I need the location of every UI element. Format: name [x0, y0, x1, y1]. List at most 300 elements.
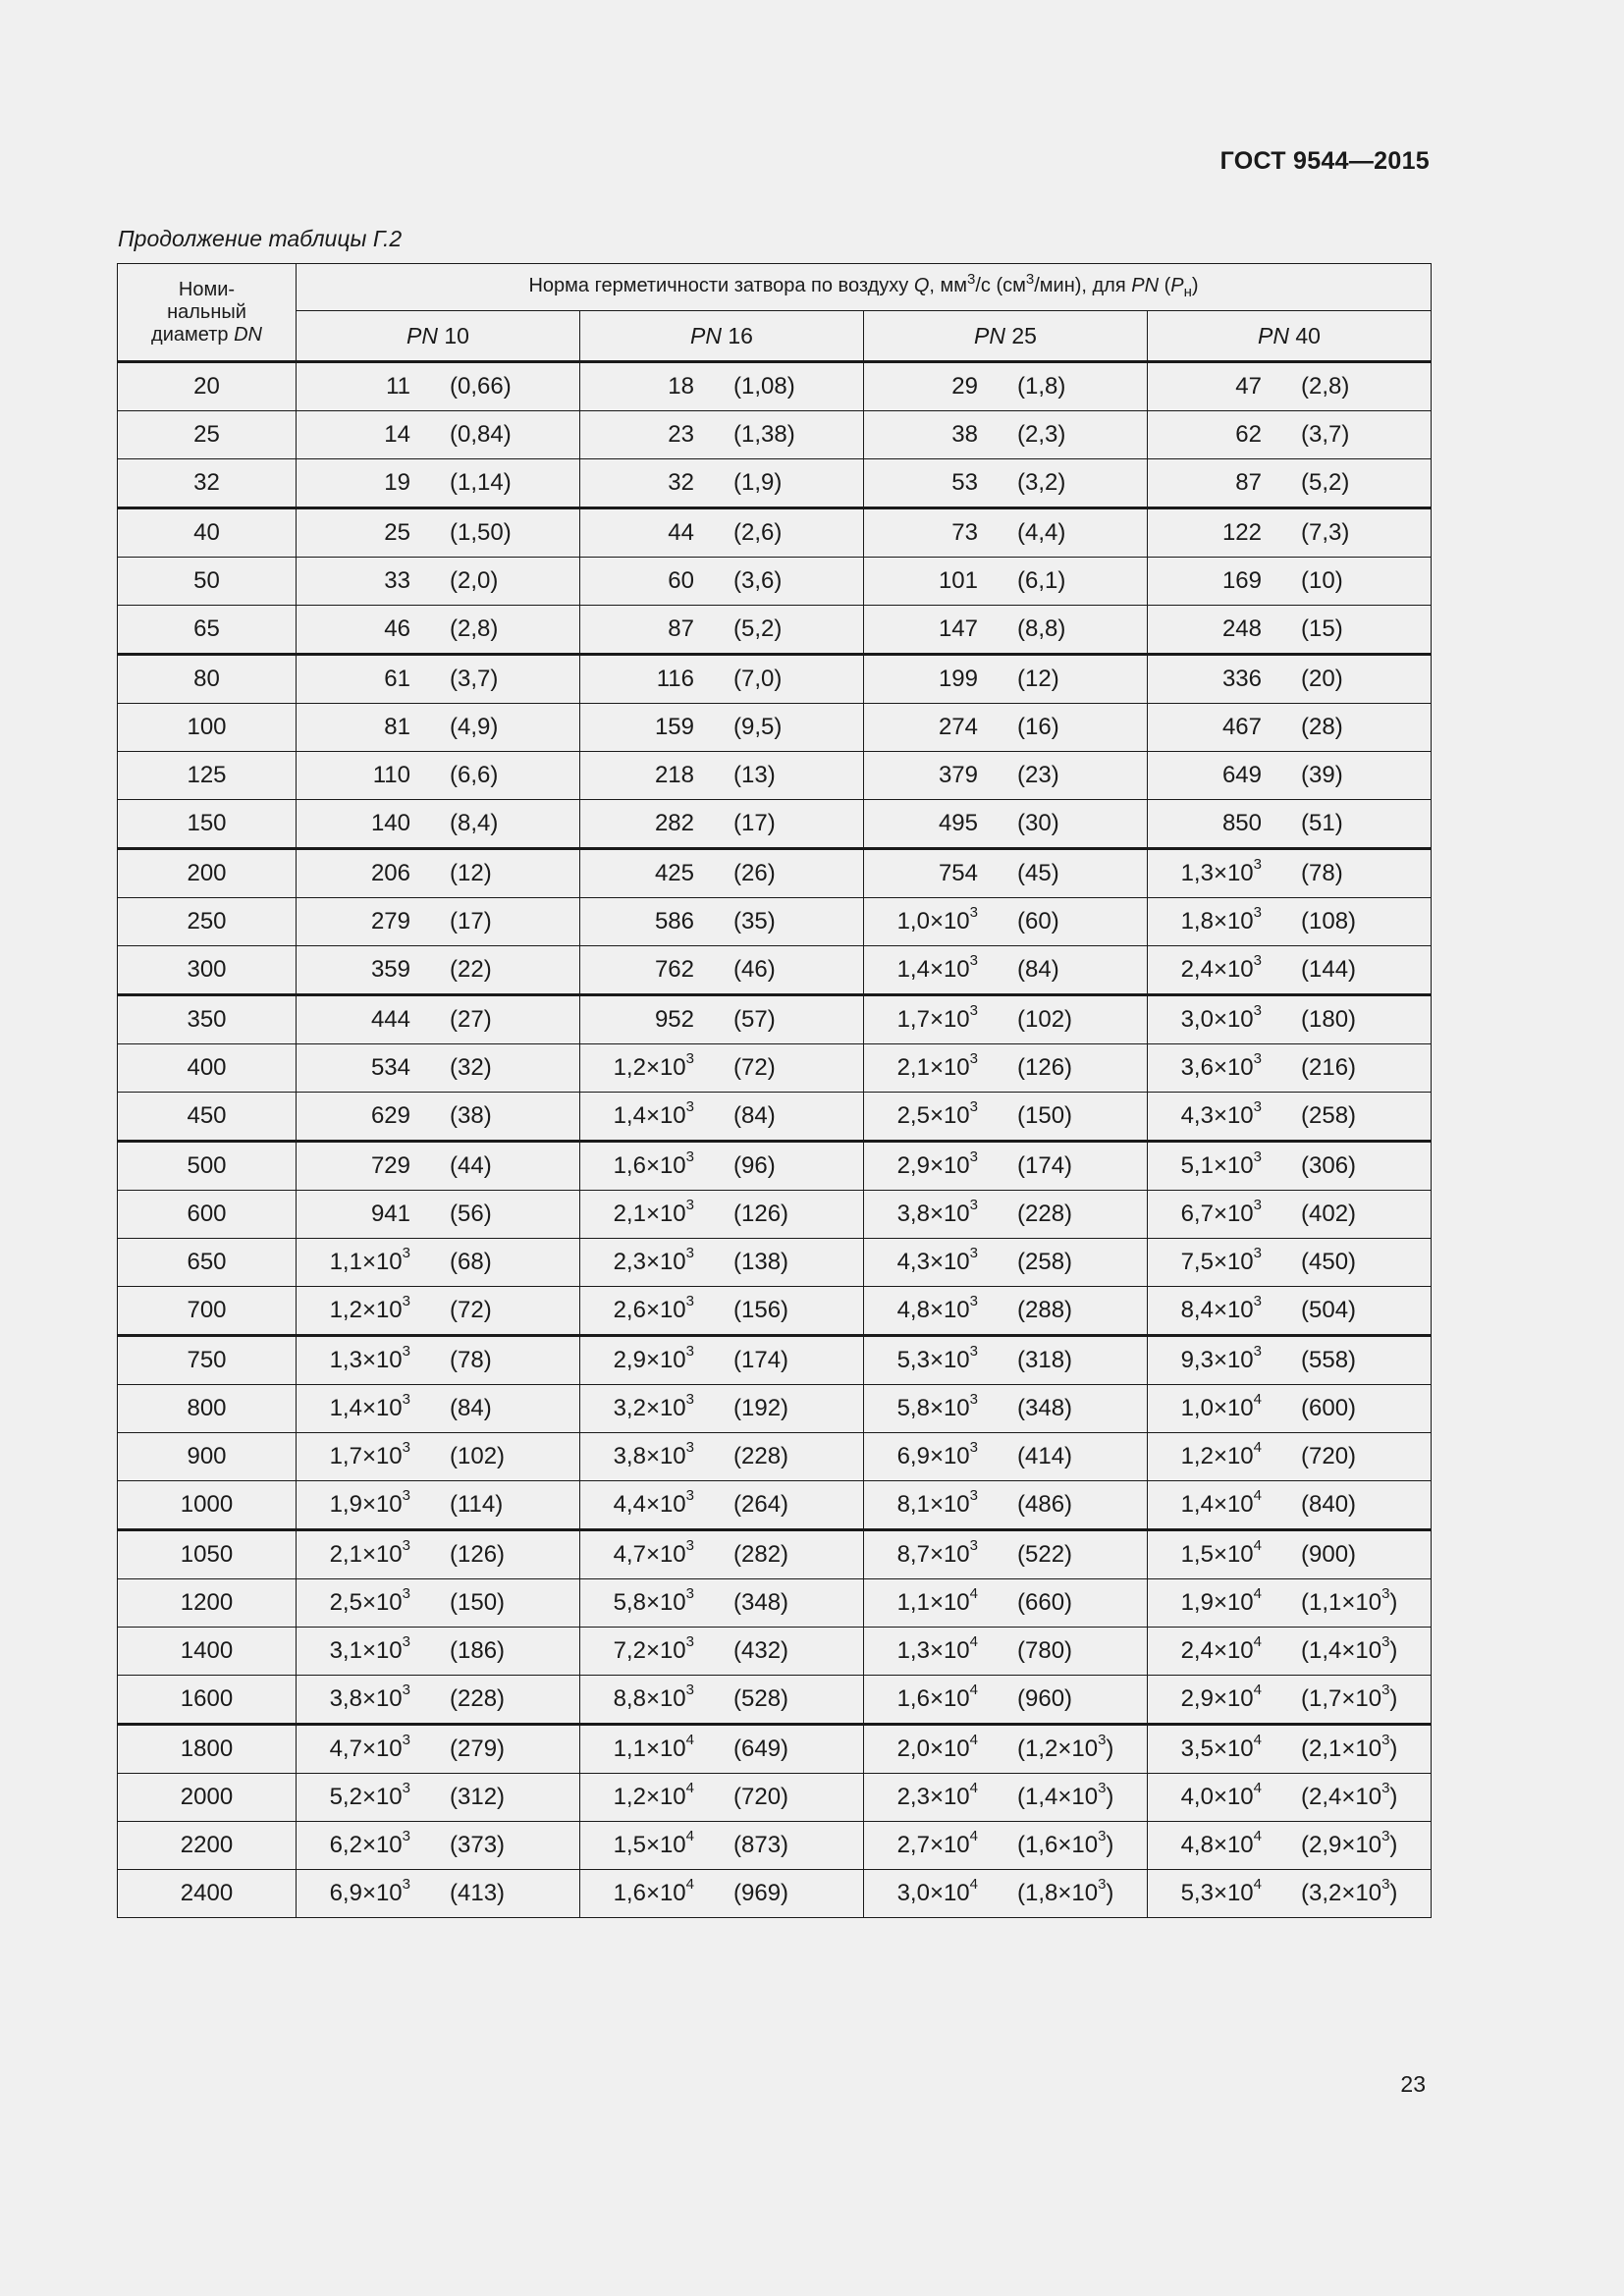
- leak-value-cm3: $(1,7\times 10^3)$: [1301, 1682, 1398, 1712]
- leak-value-cell: [297, 1433, 580, 1481]
- leak-value-cm3: (2,8): [1301, 373, 1350, 400]
- leak-value-cell: [1148, 1191, 1432, 1239]
- table-row: [118, 508, 1432, 558]
- norm-header-close: ): [1191, 274, 1199, 296]
- leak-value-cm3: (56): [450, 1201, 492, 1227]
- leak-value-mm3: 467: [1221, 714, 1262, 740]
- leak-value-mm3: 23: [668, 421, 694, 448]
- leak-value-cm3: (282): [733, 1541, 789, 1568]
- leak-value-cell: [297, 1336, 580, 1385]
- leak-value-cm3: (45): [1017, 860, 1059, 886]
- leak-value-mm3: 87: [668, 615, 694, 642]
- leak-value-cm3: (228): [450, 1685, 506, 1712]
- leak-value-cm3: (2,3): [1017, 421, 1066, 448]
- leak-value-mm3: $4,3\times 10^3$: [896, 1245, 978, 1275]
- leak-value-cell: [864, 1044, 1148, 1093]
- leak-value-cm3: (413): [450, 1880, 506, 1906]
- leak-value-mm3: 47: [1235, 373, 1262, 400]
- leak-value-mm3: 359: [370, 956, 410, 983]
- leak-value-mm3: 11: [386, 373, 410, 400]
- leak-value-mm3: 586: [654, 908, 694, 934]
- dn-cell: 500: [118, 1142, 297, 1191]
- leak-value-mm3: $1,4\times 10^3$: [613, 1098, 694, 1129]
- leak-value-cell: [580, 1287, 864, 1336]
- leak-value-cm3: (969): [733, 1880, 789, 1906]
- leak-value-mm3: $5,3\times 10^3$: [896, 1343, 978, 1373]
- leak-value-cell: [1148, 1239, 1432, 1287]
- leak-value-mm3: $8,1\times 10^3$: [896, 1487, 978, 1518]
- leak-value-cm3: (78): [450, 1347, 492, 1373]
- leak-value-cm3: (17): [733, 810, 776, 836]
- dn-header-symbol: DN: [234, 323, 262, 346]
- leak-value-cm3: (6,6): [450, 762, 499, 788]
- leak-value-mm3: 248: [1221, 615, 1262, 642]
- leak-value-cm3: (12): [450, 860, 492, 886]
- leak-value-mm3: $2,0\times 10^4$: [896, 1732, 978, 1762]
- dn-header-line1: Номи-: [178, 278, 236, 300]
- table-row: [118, 800, 1432, 849]
- leak-value-mm3: $1,1\times 10^4$: [896, 1585, 978, 1616]
- leak-value-cell: [864, 1822, 1148, 1870]
- leak-value-cell: [864, 752, 1148, 800]
- leak-value-cell: [864, 1336, 1148, 1385]
- leak-value-cell: [1148, 1628, 1432, 1676]
- leak-value-mm3: 199: [938, 666, 978, 692]
- table-row: [118, 1142, 1432, 1191]
- leak-value-cm3: (16): [1017, 714, 1059, 740]
- leak-value-cm3: (1,38): [733, 421, 795, 448]
- leak-value-mm3: $8,4\times 10^3$: [1180, 1293, 1262, 1323]
- dn-cell: 1600: [118, 1676, 297, 1725]
- leak-value-mm3: $4,0\times 10^4$: [1180, 1780, 1262, 1810]
- leak-value-cm3: (228): [733, 1443, 789, 1469]
- leak-value-mm3: $7,2\times 10^3$: [613, 1633, 694, 1664]
- dn-cell: 65: [118, 606, 297, 655]
- table-row: [118, 362, 1432, 411]
- table-body: [118, 362, 1432, 1918]
- table-row: [118, 606, 1432, 655]
- leak-value-cm3: (84): [1017, 956, 1059, 983]
- leak-value-cell: [580, 1142, 864, 1191]
- leak-value-mm3: $5,1\times 10^3$: [1180, 1148, 1262, 1179]
- dn-cell: 25: [118, 411, 297, 459]
- leak-value-cell: [1148, 1385, 1432, 1433]
- norm-header-unit2: /с (см: [975, 274, 1026, 296]
- leak-value-cell: [580, 1530, 864, 1579]
- leak-value-mm3: $2,1\times 10^3$: [896, 1050, 978, 1081]
- leak-value-cm3: (4,4): [1017, 519, 1066, 546]
- leak-value-cell: [864, 411, 1148, 459]
- dn-cell: 125: [118, 752, 297, 800]
- leak-value-mm3: $1,6\times 10^3$: [613, 1148, 694, 1179]
- leak-value-cell: [1148, 800, 1432, 849]
- leak-value-cm3: (960): [1017, 1685, 1073, 1712]
- leak-value-mm3: 14: [384, 421, 410, 448]
- dn-cell: 450: [118, 1093, 297, 1142]
- leak-value-mm3: $1,2\times 10^3$: [613, 1050, 694, 1081]
- leak-value-mm3: $1,0\times 10^4$: [1180, 1391, 1262, 1421]
- leak-value-mm3: 81: [384, 714, 410, 740]
- leak-value-cell: [580, 800, 864, 849]
- leak-value-mm3: 754: [938, 860, 978, 886]
- leak-value-cell: [864, 1579, 1148, 1628]
- leak-value-cell: [580, 1385, 864, 1433]
- leak-value-cm3: (600): [1301, 1395, 1357, 1421]
- leak-value-cm3: (32): [450, 1054, 492, 1081]
- leak-value-cell: [864, 1628, 1148, 1676]
- leak-value-cm3: (57): [733, 1006, 776, 1033]
- leak-value-cm3: (180): [1301, 1006, 1357, 1033]
- leak-value-cm3: (126): [733, 1201, 789, 1227]
- leak-value-cell: [864, 1385, 1148, 1433]
- table-row: [118, 655, 1432, 704]
- leak-value-cm3: (1,8): [1017, 373, 1066, 400]
- leak-value-mm3: $1,2\times 10^3$: [329, 1293, 410, 1323]
- leak-value-cell: [580, 1822, 864, 1870]
- leak-value-cell: [297, 1774, 580, 1822]
- dn-header-line3: диаметр: [151, 323, 235, 346]
- table-row: [118, 1530, 1432, 1579]
- leak-value-mm3: 53: [951, 469, 978, 496]
- norm-header-sup1: 3: [967, 270, 976, 288]
- leak-value-mm3: 379: [938, 762, 978, 788]
- dn-cell: 750: [118, 1336, 297, 1385]
- leak-value-mm3: $1,2\times 10^4$: [1180, 1439, 1262, 1469]
- leak-value-mm3: $3,8\times 10^3$: [329, 1682, 410, 1712]
- leak-norm-header: [297, 264, 1432, 311]
- leak-value-cell: [1148, 898, 1432, 946]
- leak-value-cell: [297, 459, 580, 508]
- table-header: [118, 264, 1432, 362]
- leak-value-cell: [580, 752, 864, 800]
- leak-value-cell: [1148, 849, 1432, 898]
- leak-value-mm3: $2,9\times 10^4$: [1180, 1682, 1262, 1712]
- leak-value-cell: [864, 1530, 1148, 1579]
- leak-value-cm3: (720): [733, 1784, 789, 1810]
- table-row: [118, 1481, 1432, 1530]
- leak-value-mm3: $4,7\times 10^3$: [613, 1537, 694, 1568]
- leak-value-mm3: 110: [372, 762, 410, 788]
- leak-value-mm3: $2,3\times 10^3$: [613, 1245, 694, 1275]
- leak-value-cm3: (840): [1301, 1491, 1357, 1518]
- leak-value-cm3: (9,5): [733, 714, 783, 740]
- table-row: [118, 995, 1432, 1044]
- leak-value-cell: [580, 1336, 864, 1385]
- leak-value-cell: [297, 1239, 580, 1287]
- leak-value-cm3: (288): [1017, 1297, 1073, 1323]
- leak-value-cell: [580, 1725, 864, 1774]
- leak-value-mm3: $1,6\times 10^4$: [613, 1876, 694, 1906]
- leak-value-cm3: (144): [1301, 956, 1357, 983]
- leak-value-cell: [297, 508, 580, 558]
- leak-value-cell: [580, 1044, 864, 1093]
- leak-value-mm3: 33: [384, 567, 410, 594]
- leak-value-cm3: (68): [450, 1249, 492, 1275]
- leak-value-cm3: (450): [1301, 1249, 1357, 1275]
- leak-value-cell: [864, 655, 1148, 704]
- leak-value-mm3: $2,4\times 10^4$: [1180, 1633, 1262, 1664]
- leak-value-mm3: $4,4\times 10^3$: [613, 1487, 694, 1518]
- leak-value-cell: [297, 946, 580, 995]
- leak-value-mm3: 941: [370, 1201, 410, 1227]
- leak-value-mm3: 87: [1235, 469, 1262, 496]
- leak-value-cell: [1148, 508, 1432, 558]
- leak-value-cm3: (649): [733, 1735, 789, 1762]
- leak-value-cell: [580, 1676, 864, 1725]
- leak-value-cell: [1148, 1093, 1432, 1142]
- leak-value-cm3: (30): [1017, 810, 1059, 836]
- leak-value-cell: [297, 995, 580, 1044]
- leak-value-cm3: (26): [733, 860, 776, 886]
- leak-value-cell: [580, 898, 864, 946]
- leak-value-cm3: (60): [1017, 908, 1059, 934]
- leak-value-cm3: $(1,1\times 10^3)$: [1301, 1585, 1398, 1616]
- leak-value-cell: [1148, 1774, 1432, 1822]
- table-row: [118, 459, 1432, 508]
- leak-value-mm3: $4,7\times 10^3$: [329, 1732, 410, 1762]
- leak-value-mm3: 73: [951, 519, 978, 546]
- leak-value-cm3: (373): [450, 1832, 506, 1858]
- leak-value-cell: [297, 1676, 580, 1725]
- leak-value-cm3: (414): [1017, 1443, 1073, 1469]
- leak-value-cm3: $(1,8\times 10^3)$: [1017, 1876, 1114, 1906]
- leak-value-mm3: 140: [370, 810, 410, 836]
- leak-value-cm3: (8,4): [450, 810, 499, 836]
- dn-cell: 100: [118, 704, 297, 752]
- leak-value-mm3: $7,5\times 10^3$: [1180, 1245, 1262, 1275]
- leak-value-cell: [1148, 1433, 1432, 1481]
- norm-header-for: /мин), для: [1034, 274, 1132, 296]
- leak-value-mm3: $8,8\times 10^3$: [613, 1682, 694, 1712]
- leak-value-mm3: $1,4\times 10^3$: [329, 1391, 410, 1421]
- leak-value-cell: [297, 1530, 580, 1579]
- leak-value-mm3: 534: [370, 1054, 410, 1081]
- dn-cell: 700: [118, 1287, 297, 1336]
- leak-value-cm3: (3,7): [450, 666, 499, 692]
- leak-rate-table: [117, 263, 1432, 1918]
- leak-value-mm3: 32: [668, 469, 694, 496]
- leak-value-cm3: (126): [1017, 1054, 1073, 1081]
- leak-value-cm3: (258): [1017, 1249, 1073, 1275]
- leak-value-mm3: $5,8\times 10^3$: [613, 1585, 694, 1616]
- leak-value-cm3: (174): [733, 1347, 789, 1373]
- leak-value-mm3: $1,5\times 10^4$: [1180, 1537, 1262, 1568]
- leak-value-cm3: (20): [1301, 666, 1343, 692]
- leak-value-mm3: $1,3\times 10^3$: [329, 1343, 410, 1373]
- table-row: [118, 752, 1432, 800]
- leak-value-cm3: (15): [1301, 615, 1343, 642]
- leak-value-mm3: $2,9\times 10^3$: [613, 1343, 694, 1373]
- leak-value-cell: [580, 1433, 864, 1481]
- leak-value-mm3: $1,4\times 10^4$: [1180, 1487, 1262, 1518]
- leak-value-cell: [580, 1239, 864, 1287]
- leak-value-cell: [580, 459, 864, 508]
- leak-value-mm3: $3,0\times 10^4$: [896, 1876, 978, 1906]
- leak-value-cell: [864, 1191, 1148, 1239]
- table-row: [118, 1287, 1432, 1336]
- leak-value-cm3: (78): [1301, 860, 1343, 886]
- dn-cell: 50: [118, 558, 297, 606]
- leak-value-cell: [580, 411, 864, 459]
- dn-cell: 20: [118, 362, 297, 411]
- leak-value-cm3: $(3,2\times 10^3)$: [1301, 1876, 1398, 1906]
- leak-value-cm3: $(2,1\times 10^3)$: [1301, 1732, 1398, 1762]
- leak-value-mm3: 19: [384, 469, 410, 496]
- leak-value-cm3: (504): [1301, 1297, 1357, 1323]
- leak-value-cm3: $(1,2\times 10^3)$: [1017, 1732, 1114, 1762]
- leak-value-mm3: $6,9\times 10^3$: [329, 1876, 410, 1906]
- table-row: [118, 704, 1432, 752]
- leak-value-cell: [297, 558, 580, 606]
- dn-cell: 200: [118, 849, 297, 898]
- leak-value-cm3: (150): [450, 1589, 506, 1616]
- leak-value-mm3: 762: [654, 956, 694, 983]
- leak-value-cell: [864, 1676, 1148, 1725]
- leak-value-mm3: $1,9\times 10^4$: [1180, 1585, 1262, 1616]
- leak-value-cm3: (108): [1301, 908, 1357, 934]
- leak-value-mm3: 850: [1221, 810, 1262, 836]
- leak-value-cm3: (84): [450, 1395, 492, 1421]
- leak-value-cell: [1148, 1870, 1432, 1918]
- leak-value-cell: [864, 1774, 1148, 1822]
- leak-value-mm3: $1,8\times 10^3$: [1180, 904, 1262, 934]
- leak-value-mm3: $1,5\times 10^4$: [613, 1828, 694, 1858]
- norm-header-q: Q: [913, 274, 930, 296]
- leak-value-cm3: (156): [733, 1297, 789, 1323]
- leak-value-cm3: (3,6): [733, 567, 783, 594]
- document-code: ГОСТ 9544—2015: [1219, 147, 1430, 175]
- leak-value-cell: [1148, 1579, 1432, 1628]
- leak-value-cm3: (660): [1017, 1589, 1073, 1616]
- leak-value-mm3: 206: [370, 860, 410, 886]
- leak-value-cm3: (720): [1301, 1443, 1357, 1469]
- leak-value-cm3: (264): [733, 1491, 789, 1518]
- leak-value-mm3: $3,2\times 10^3$: [613, 1391, 694, 1421]
- leak-value-cm3: (1,08): [733, 373, 795, 400]
- table-row: [118, 1044, 1432, 1093]
- leak-value-cm3: $(1,6\times 10^3)$: [1017, 1828, 1114, 1858]
- norm-header-p: P: [1170, 274, 1184, 296]
- leak-value-mm3: $1,0\times 10^3$: [896, 904, 978, 934]
- leak-value-cell: [580, 606, 864, 655]
- leak-value-cell: [297, 1142, 580, 1191]
- leak-value-cm3: (72): [450, 1297, 492, 1323]
- pn-header-row: [118, 311, 1432, 362]
- leak-value-cm3: $(1,4\times 10^3)$: [1017, 1780, 1114, 1810]
- dn-cell: 300: [118, 946, 297, 995]
- leak-value-cell: [864, 558, 1148, 606]
- norm-header-sub: н: [1183, 283, 1192, 300]
- table-row: [118, 1774, 1432, 1822]
- table-row: [118, 1725, 1432, 1774]
- leak-value-mm3: $3,5\times 10^4$: [1180, 1732, 1262, 1762]
- leak-value-cell: [864, 898, 1148, 946]
- leak-value-cm3: (1,50): [450, 519, 512, 546]
- leak-value-cm3: (102): [1017, 1006, 1073, 1033]
- leak-value-cell: [1148, 606, 1432, 655]
- leak-value-cm3: (558): [1301, 1347, 1357, 1373]
- dn-cell: 1400: [118, 1628, 297, 1676]
- leak-value-cm3: (7,0): [733, 666, 783, 692]
- leak-value-cm3: (12): [1017, 666, 1059, 692]
- leak-value-cm3: (96): [733, 1152, 776, 1179]
- leak-value-cm3: (528): [733, 1685, 789, 1712]
- leak-value-cell: [297, 849, 580, 898]
- leak-value-mm3: 38: [951, 421, 978, 448]
- leak-value-cell: [864, 1870, 1148, 1918]
- leak-value-cell: [297, 898, 580, 946]
- leak-value-mm3: $4,3\times 10^3$: [1180, 1098, 1262, 1129]
- leak-value-cell: [297, 1481, 580, 1530]
- leak-value-cell: [580, 362, 864, 411]
- leak-value-cm3: (22): [450, 956, 492, 983]
- leak-value-cm3: (2,6): [733, 519, 783, 546]
- dn-cell: 150: [118, 800, 297, 849]
- table-row: [118, 898, 1432, 946]
- leak-value-mm3: $6,9\times 10^3$: [896, 1439, 978, 1469]
- dn-cell: 600: [118, 1191, 297, 1239]
- leak-value-cm3: (1,9): [733, 469, 783, 496]
- leak-value-cm3: (126): [450, 1541, 506, 1568]
- table-row: [118, 1433, 1432, 1481]
- leak-value-cm3: (5,2): [733, 615, 783, 642]
- leak-value-cell: [580, 946, 864, 995]
- leak-value-cell: [297, 1287, 580, 1336]
- leak-value-cm3: (2,0): [450, 567, 499, 594]
- leak-value-cell: [1148, 995, 1432, 1044]
- pn-40-header: PN 40: [1148, 311, 1432, 362]
- leak-value-cell: [1148, 1530, 1432, 1579]
- table-row: [118, 1676, 1432, 1725]
- leak-value-cell: [864, 1142, 1148, 1191]
- leak-value-cm3: (432): [733, 1637, 789, 1664]
- leak-value-mm3: $3,8\times 10^3$: [613, 1439, 694, 1469]
- leak-value-mm3: 147: [938, 615, 978, 642]
- dn-cell: 40: [118, 508, 297, 558]
- leak-value-cm3: (3,2): [1017, 469, 1066, 496]
- leak-value-cm3: (402): [1301, 1201, 1357, 1227]
- leak-value-cell: [1148, 1142, 1432, 1191]
- leak-value-cm3: (348): [1017, 1395, 1073, 1421]
- leak-value-mm3: $3,6\times 10^3$: [1180, 1050, 1262, 1081]
- leak-value-cell: [297, 411, 580, 459]
- leak-value-cell: [864, 946, 1148, 995]
- leak-value-cell: [580, 1870, 864, 1918]
- leak-value-mm3: 729: [370, 1152, 410, 1179]
- table-row: [118, 1093, 1432, 1142]
- leak-value-mm3: $2,4\times 10^3$: [1180, 952, 1262, 983]
- dn-cell: 800: [118, 1385, 297, 1433]
- leak-value-cell: [1148, 946, 1432, 995]
- leak-value-mm3: $1,7\times 10^3$: [896, 1002, 978, 1033]
- table-row: [118, 1628, 1432, 1676]
- dn-cell: 1050: [118, 1530, 297, 1579]
- leak-value-cell: [1148, 1336, 1432, 1385]
- leak-value-mm3: 425: [654, 860, 694, 886]
- leak-value-mm3: 279: [370, 908, 410, 934]
- table-row: [118, 1336, 1432, 1385]
- pn-16-header: PN 16: [580, 311, 864, 362]
- leak-value-cm3: (150): [1017, 1102, 1073, 1129]
- leak-value-cell: [297, 655, 580, 704]
- leak-value-cm3: (138): [733, 1249, 789, 1275]
- leak-value-cell: [1148, 1044, 1432, 1093]
- table-row: [118, 558, 1432, 606]
- leak-value-mm3: 282: [654, 810, 694, 836]
- leak-value-cell: [580, 849, 864, 898]
- leak-value-cell: [580, 1628, 864, 1676]
- dn-column-header: [118, 264, 297, 362]
